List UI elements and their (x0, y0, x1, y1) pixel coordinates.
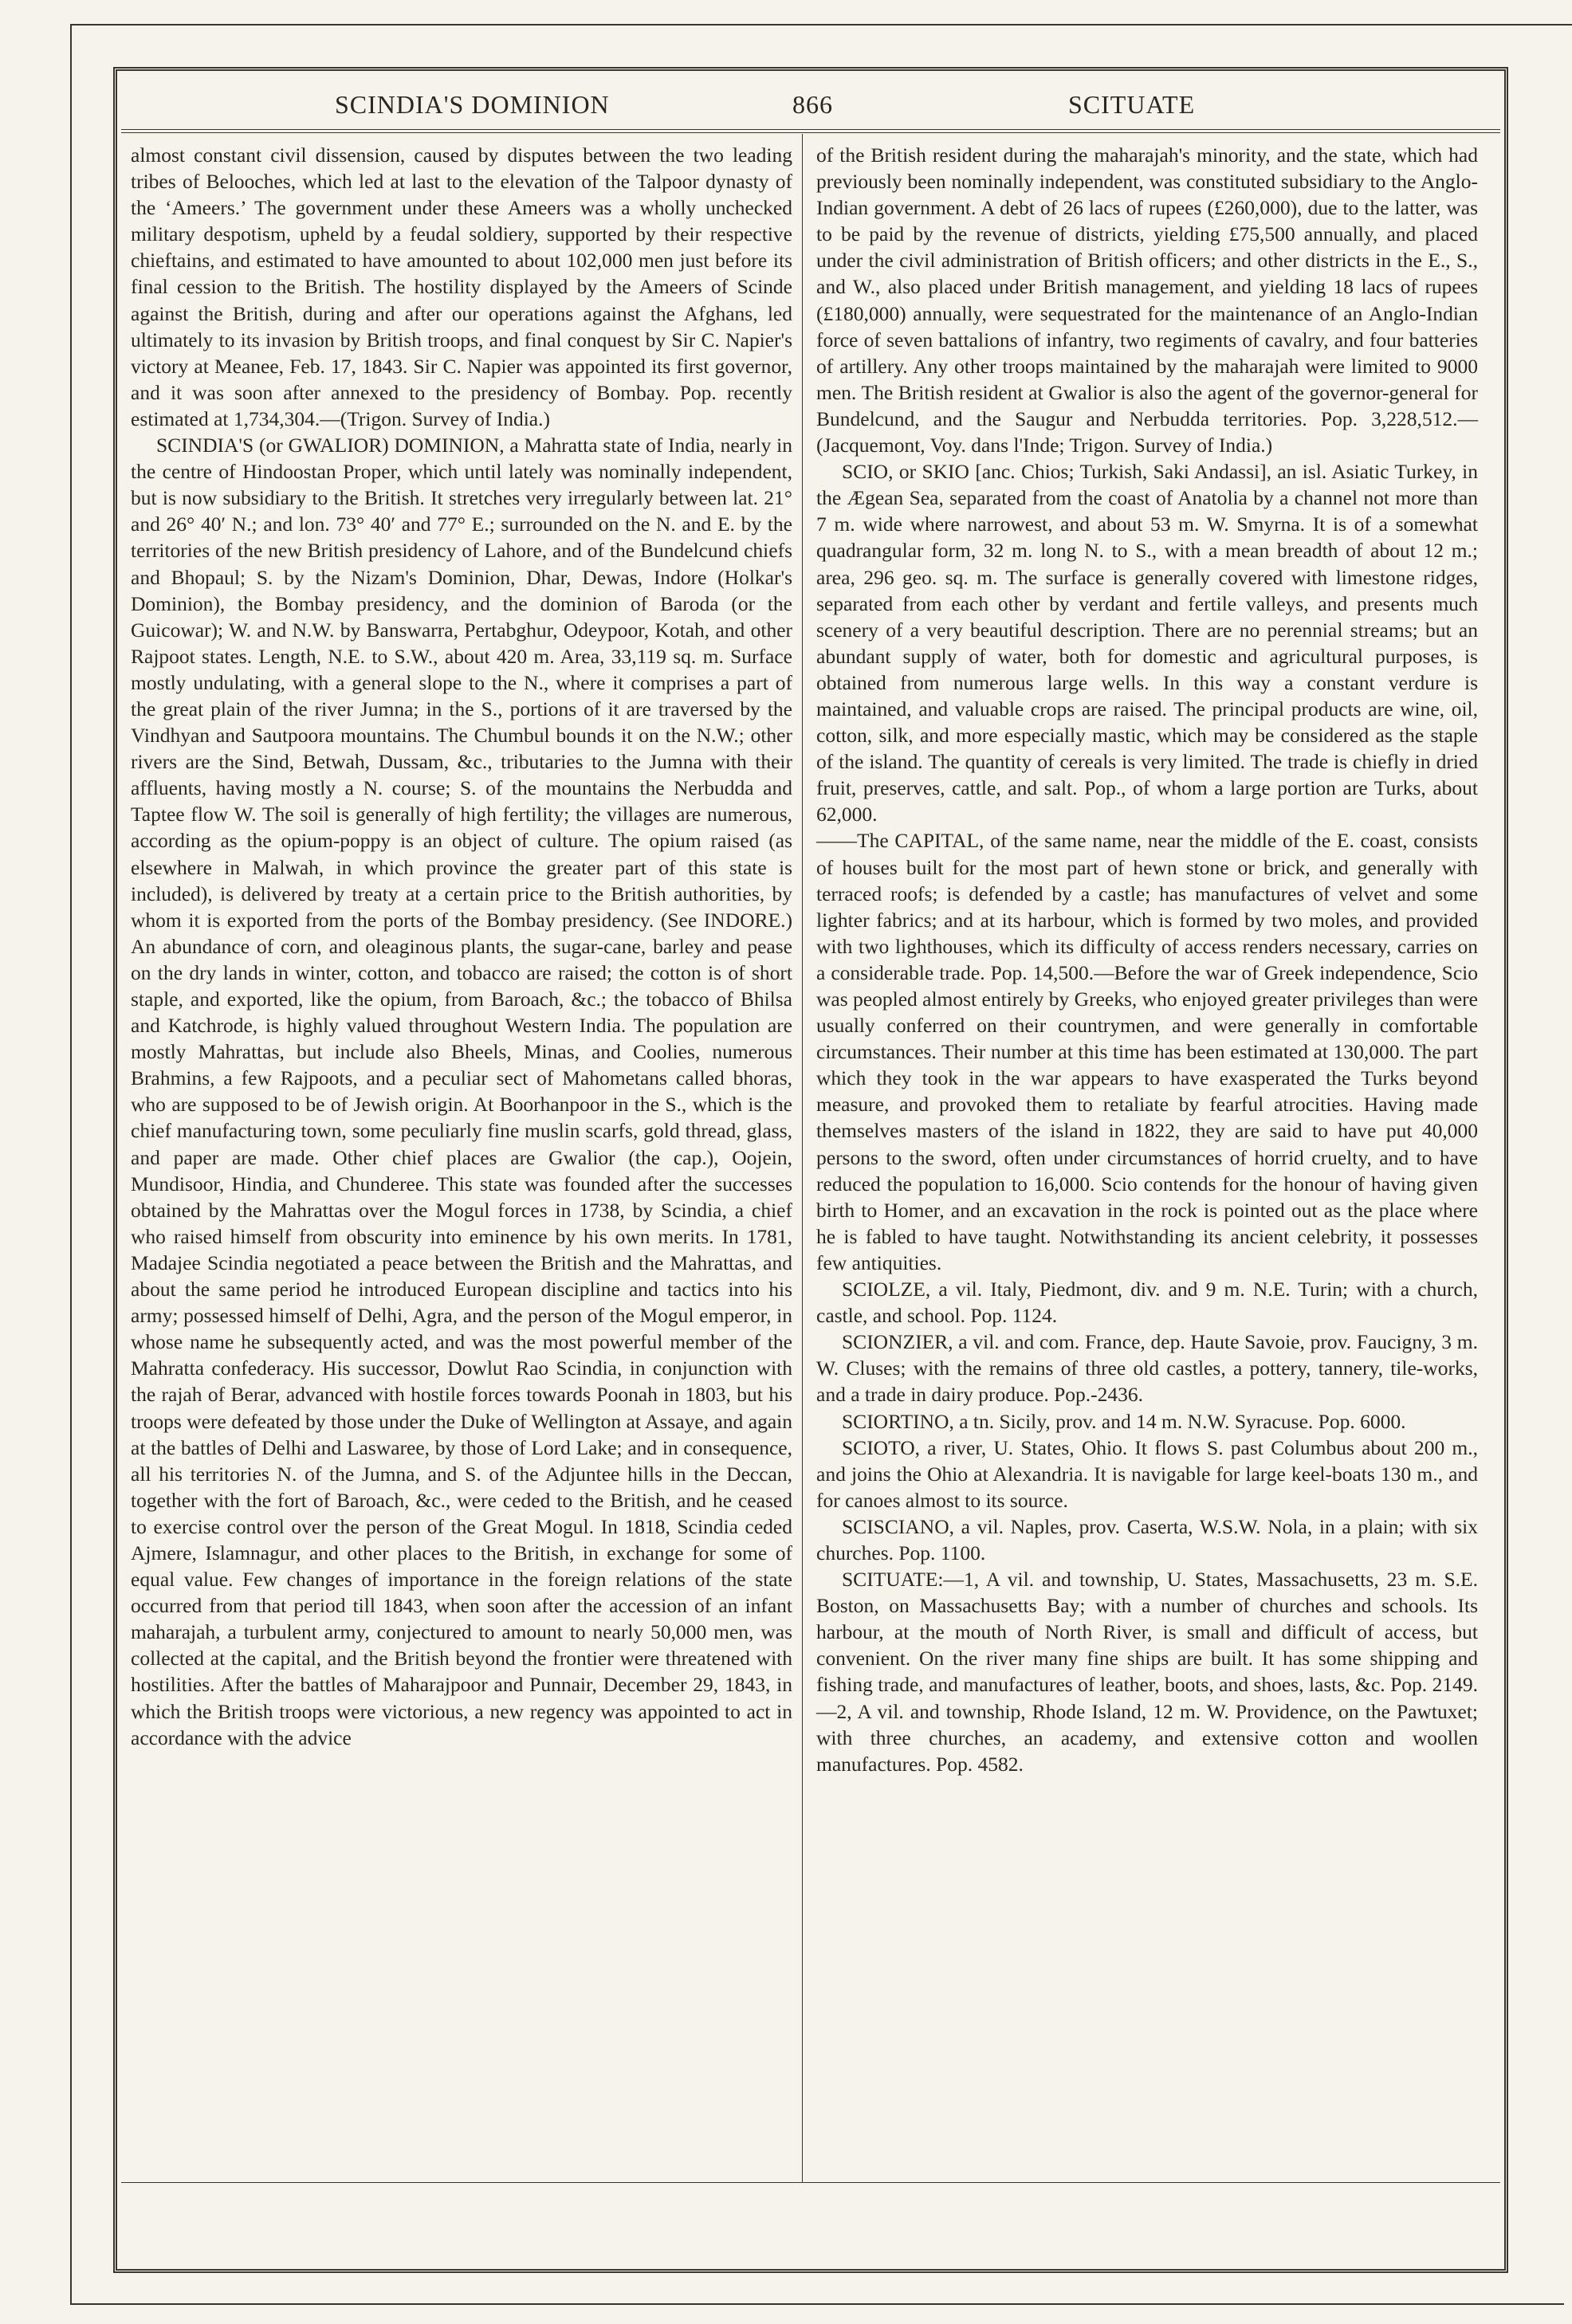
running-head-left: SCINDIA'S DOMINION (335, 90, 610, 119)
header-rule-top (121, 129, 1500, 130)
entry-scio: SCIO, or SKIO [anc. Chios; Turkish, Saki Andassi], an isl. Asiatic Turkey, in the Ægean Sea, separated from the coast of Anatolia by a channel not more than 7 m. wide where narrowest, and about 53 m. W. Smyrna. It is of a somewhat quadrangular form, 32 m. long N. to S., with a mean breadth of about 12 m.; area, 296 geo. sq. m. The surface is generally covered with limestone ridges, separated from each other by verdant and fertile valleys, and presents much scenery of a very beautiful description. There are no perennial streams; but an abundant supply of water, both for domestic and agricultural purposes, is obtained from numerous large wells. In this way a constant verdure is maintained, and valuable crops are raised. The principal products are wine, oil, cotton, silk, and more especially mastic, which may be considered as the staple of the island. The quantity of cereals is very limited. The trade is chiefly in dried fruit, preserves, cattle, and salt. Pop., of whom a large portion are Turks, about 62,000. (816, 460, 1478, 826)
entry-scisciano: SCISCIANO, a vil. Naples, prov. Caserta, W.S.W. Nola, in a plain; with six churches. Pop. 1100. (816, 1514, 1478, 1564)
column-divider (802, 134, 803, 2182)
right-column (816, 142, 1478, 1777)
header-rule-bottom (121, 132, 1500, 133)
entry-scionzier: SCIONZIER, a vil. and com. France, dep. Haute Savoie, prov. Faucigny, 3 m. W. Cluses; with the remains of three old castles, a pottery, tannery, tile-works, and a trade in dairy produce. Pop.-2436. (816, 1330, 1478, 1407)
left-column (131, 142, 792, 1751)
entry-sciolze: SCIOLZE, a vil. Italy, Piedmont, div. and 9 m. N.E. Turin; with a church, castle, and school. Pop. 1124. (816, 1278, 1478, 1328)
running-head-right: SCITUATE (1068, 90, 1196, 119)
outer-top-rule (70, 24, 1572, 26)
entry-scindias-dominion: SCINDIA'S (or GWALIOR) DOMINION, a Mahratta state of India, nearly in the centre of Hindoostan Proper, which until lately was nominally independent, but is now subsidiary to the British. It stretches very irregularly between lat. 21° and 26° 40′ N.; and lon. 73° 40′ and 77° E.; surrounded on the N. and E. by the territories of the new British presidency of Lahore, and of the Bundelcund chiefs and Bhopaul; S. by the Nizam's Dominion, Dhar, Dewas, Indore (Holkar's Dominion), the Bombay presidency, and the dominion of Baroda (or the Guicowar); W. and N.W. by Banswarra, Pertabghur, Odeypoor, Kotah, and other Rajpoot states. Length, N.E. to S.W., about 420 m. Area, 33,119 sq. m. Surface mostly undulating, with a general slope to the N., where it comprises a part of the great plain of the river Jumna; in the S., portions of it are traversed by the Vindhyan and Sautpoora mountains. The Chumbul bounds it on the N.W.; other rivers are the Sind, Betwah, Dussam, &c., tributaries to the Jumna with their affluents, having mostly a N. course; S. of the mountains the Nerbudda and Taptee flow W. The soil is generally of high fertility; the villages are numerous, according as the opium-poppy is an object of culture. The opium raised (as elsewhere in Malwah, in which province the greater part of this state is included), is delivered by treaty at a certain price to the British authorities, by whom it is exported from the ports of the Bombay presidency. (See INDORE.) An abundance of corn, and oleaginous plants, the sugar-cane, barley and pease on the dry lands in winter, cotton, and tobacco are raised; the cotton is of short staple, and exported, like the opium, from Baroach, &c.; the tobacco of Bhilsa and Katchrode, is highly valued throughout Western India. The population are mostly Mahrattas, but include also Bheels, Minas, and Coolies, numerous Brahmins, a few Rajpoots, and a peculiar sect of Mahometans called bhoras, who are supposed to be of Jewish origin. At Boorhanpoor in the S., which is the chief manufacturing town, some peculiarly fine muslin scarfs, gold thread, glass, and paper are made. Other chief places are Gwalior (the cap.), Oojein, Mundisoor, Hindia, and Chunderee. This state was founded after the successes obtained by the Mahrattas over the Mogul forces in 1738, by Scindia, a chief who raised himself from obscurity into eminence by his own merits. In 1781, Madajee Scindia negotiated a peace between the British and the Mahrattas, and about the same period he introduced European discipline and tactics into his army; possessed himself of Delhi, Agra, and the person of the Mogul emperor, in whose name he subsequently acted, and was the most powerful member of the Mahratta confederacy. His successor, Dowlut Rao Scindia, in conjunction with the rajah of Berar, advanced with hostile forces towards Poonah in 1803, but his troops were defeated by those under the Duke of Wellington at Assaye, and again at the battles of Delhi and Laswaree, by those of Lord Lake; and in consequence, all his territories N. of the Jumna, and S. of the Adjuntee hills in the Deccan, together with the fort of Baroach, &c., were ceded to the British, and he ceased to exercise control over the person of the Great Mogul. In 1818, Scindia ceded Ajmere, Islamnagur, and other places to the British, in exchange for some of equal value. Few changes of importance in the foreign relations of the state occurred from that period till 1843, when soon after the accession of an infant maharajah, a turbulent army, conjectured to amount to nearly 50,000 men, was collected at the capital, and the British beyond the frontier were threatened with hostilities. After the battles of Maharajpoor and Punnair, December 29, 1843, in which the British troops were victorious, a new regency was appointed to act in accordance with the advice (131, 434, 792, 1749)
entry-scioto: SCIOTO, a river, U. States, Ohio. It flows S. past Columbus about 200 m., and joins the Ohio at Alexandria. It is navigable for large keel-boats 130 m., and for canoes almost to its source. (816, 1435, 1478, 1512)
entry-scindias-dominion-continued: of the British resident during the maharajah's minority, and the state, which had previously been nominally independent, was constituted subsidiary to the Anglo-Indian government. A debt of 26 lacs of rupees (£260,000), due to the latter, was to be paid by the revenue of districts, yielding £75,500 annually, and placed under the civil administration of British officers; and other districts in the E., S., and W., also placed under British management, and yielding 18 lacs of rupees (£180,000) annually, were sequestrated for the maintenance of an Anglo-Indian force of seven battalions of infantry, two regiments of cavalry, and four batteries of artillery. Any other troops maintained by the maharajah were limited to 9000 men. The British resident at Gwalior is also the agent of the governor-general for Bundelcund, and the Saugur and Nerbudda territories. Pop. 3,228,512.—(Jacquemont, Voy. dans l'Inde; Trigon. Survey of India.) (816, 143, 1478, 457)
entry-scinde-continued: almost constant civil dissension, caused by disputes between the two leading tribes of Belooches, which led at last to the elevation of the Talpoor dynasty of the ‘Ameers.’ The government under these Ameers was a wholly unchecked military despotism, upheld by a feudal soldiery, supported by their respective chieftains, and estimated to have amounted to about 102,000 men just before its final cession to the British. The hostility displayed by the Ameers of Scinde against the British, during and after our operations against the Afghans, led ultimately to its invasion by British troops, and final conquest by Sir C. Napier's victory at Meanee, Feb. 17, 1843. Sir C. Napier was appointed its first governor, and it was soon after annexed to the presidency of Bombay. Pop. recently estimated at 1,734,304.—(Trigon. Survey of India.) (131, 143, 792, 430)
page-number: 866 (792, 90, 833, 119)
entry-sciortino: SCIORTINO, a tn. Sicily, prov. and 14 m. N.W. Syracuse. Pop. 6000. (842, 1409, 1406, 1433)
entry-scio-capital: ——The CAPITAL, of the same name, near the middle of the E. coast, consists of houses built for the most part of hewn stone or brick, and generally with terraced roofs; is defended by a castle; has manufactures of velvet and some lighter fabrics; and at its harbour, which is formed by two moles, and provided with two lighthouses, which its difficulty of access renders necessary, carries on a considerable trade. Pop. 14,500.—Before the war of Greek independence, Scio was peopled almost entirely by Greeks, who enjoyed greater privileges than were usually conferred on their countrymen, and were generally in comfortable circumstances. Their number at this time has been estimated at 130,000. The part which they took in the war appears to have exasperated the Turks beyond measure, and provoked them to retaliate by fearful atrocities. Having made themselves masters of the island in 1822, they are said to have put 40,000 persons to the sword, often under circumstances of horrid cruelty, and to have reduced the population to 16,000. Scio contends for the honour of having given birth to Homer, and an excavation in the rock is pointed out as the place where he is fabled to have taught. Notwithstanding its ancient celebrity, it possesses few antiquities. (816, 829, 1478, 1274)
entry-scituate: SCITUATE:—1, A vil. and township, U. States, Massachusetts, 23 m. S.E. Boston, on Massachusetts Bay; with a number of churches and schools. Its harbour, at the mouth of North River, is small and difficult of access, but convenient. On the river many fine ships are built. It has some shipping and fishing trade, and manufactures of leather, boots, and shoes, lasts, &c. Pop. 2149.—2, A vil. and township, Rhode Island, 12 m. W. Providence, on the Pawtuxet; with three churches, an academy, and extensive cotton and woollen manufactures. Pop. 4582. (816, 1568, 1478, 1776)
footer-rule (121, 2182, 1500, 2183)
